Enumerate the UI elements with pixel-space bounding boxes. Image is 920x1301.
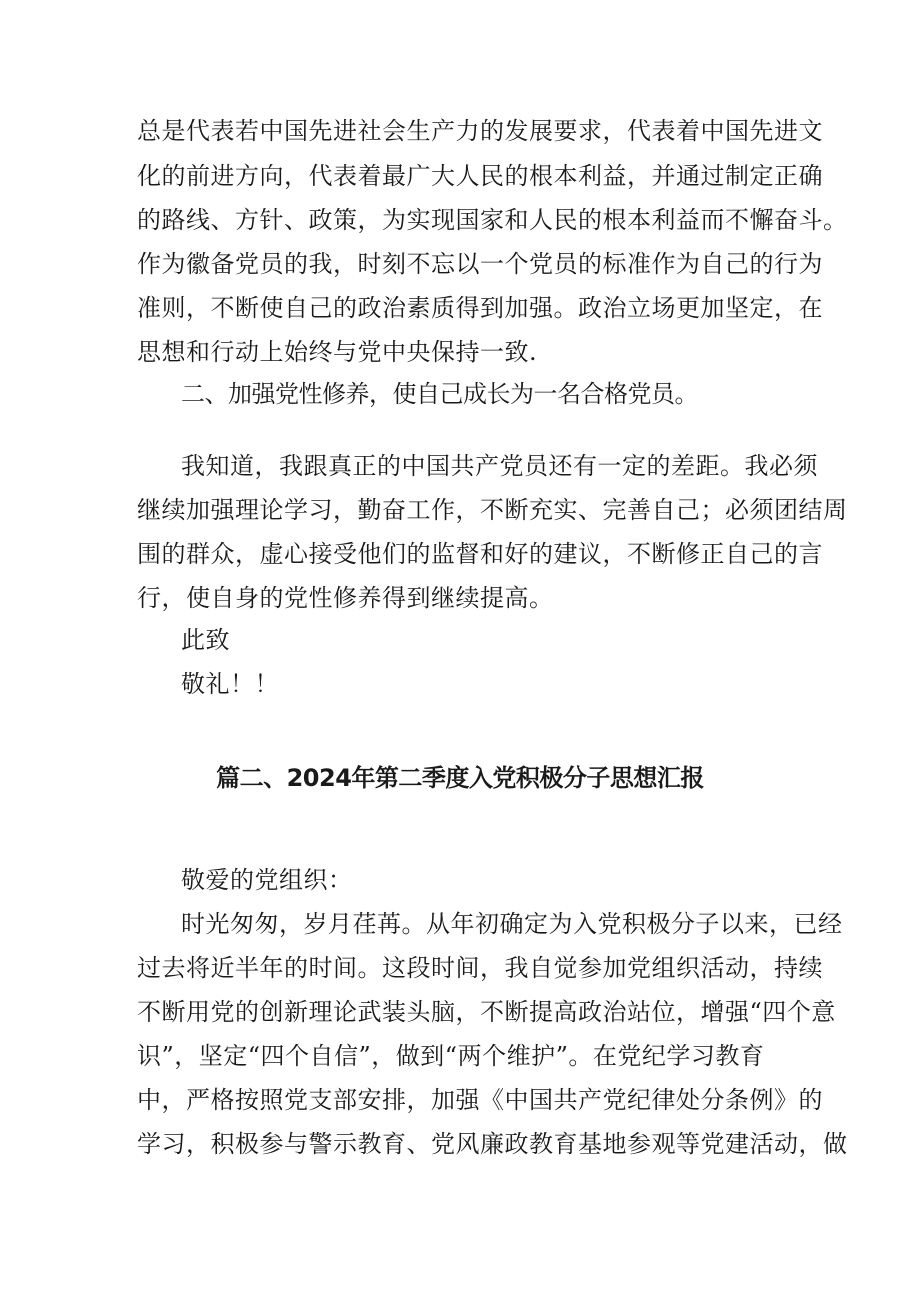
paragraph-3-line-6: 学习，积极参与警示教育、党风廉政教育基地参观等党建活动，做 [137,1130,848,1158]
paragraph-3-line-4: 识”，坚定“四个自信”，做到“两个维护”。在党纪学习教育 [137,1042,765,1070]
closing-line-1: 此致 [181,626,230,654]
paragraph-1-line-2: 化的前进方向，代表着最广大人民的根本利益，并通过制定正确 [137,162,823,190]
paragraph-3-line-2: 过去将近半年的时间。这段时间，我自觉参加党组织活动，持续 [137,954,823,982]
closing-line-2: 敬礼！！ [181,670,279,698]
section-heading: 二、加强党性修养，使自己成长为一名合格党员。 [181,380,698,408]
paragraph-3-line-3: 不断用党的创新理论武装头脑，不断提高政治站位，增强“四个意 [137,998,836,1026]
paragraph-2-line-1: 我知道，我跟真正的中国共产党员还有一定的差距。我必须 [181,452,818,480]
paragraph-1-line-3: 的路线、方针、政策，为实现国家和人民的根本利益而不懈奋斗。 [137,206,848,234]
paragraph-1-line-5: 准则，不断使自己的政治素质得到加强。政治立场更加坚定，在 [137,294,823,322]
paragraph-2-line-3: 围的群众，虚心接受他们的监督和好的建议，不断修正自己的言 [137,540,823,568]
paragraph-1-line-1: 总是代表若中国先进社会生产力的发展要求，代表着中国先进文 [137,117,823,145]
paragraph-1-line-4: 作为徽备党员的我，时刻不忘以一个党员的标准作为自己的行为 [137,250,823,278]
paragraph-2-line-2: 继续加强理论学习，勤奋工作，不断充实、完善自己；必须团结周 [137,496,848,524]
paragraph-2-line-4: 行，使自身的党性修养得到继续提高。 [137,584,554,612]
paragraph-1-line-6: 思想和行动上始终与党中央保持一致. [137,338,538,366]
paragraph-3-line-1: 时光匆匆，岁月荏苒。从年初确定为入党积极分子以来，已经 [181,910,843,938]
paragraph-3-line-5: 中，严格按照党支部安排，加强《中国共产党纪律处分条例》的 [137,1086,823,1114]
report-title: 篇二、2024年第二季度入党积极分子思想汇报 [216,764,704,792]
salutation: 敬爱的党组织： [181,866,353,894]
